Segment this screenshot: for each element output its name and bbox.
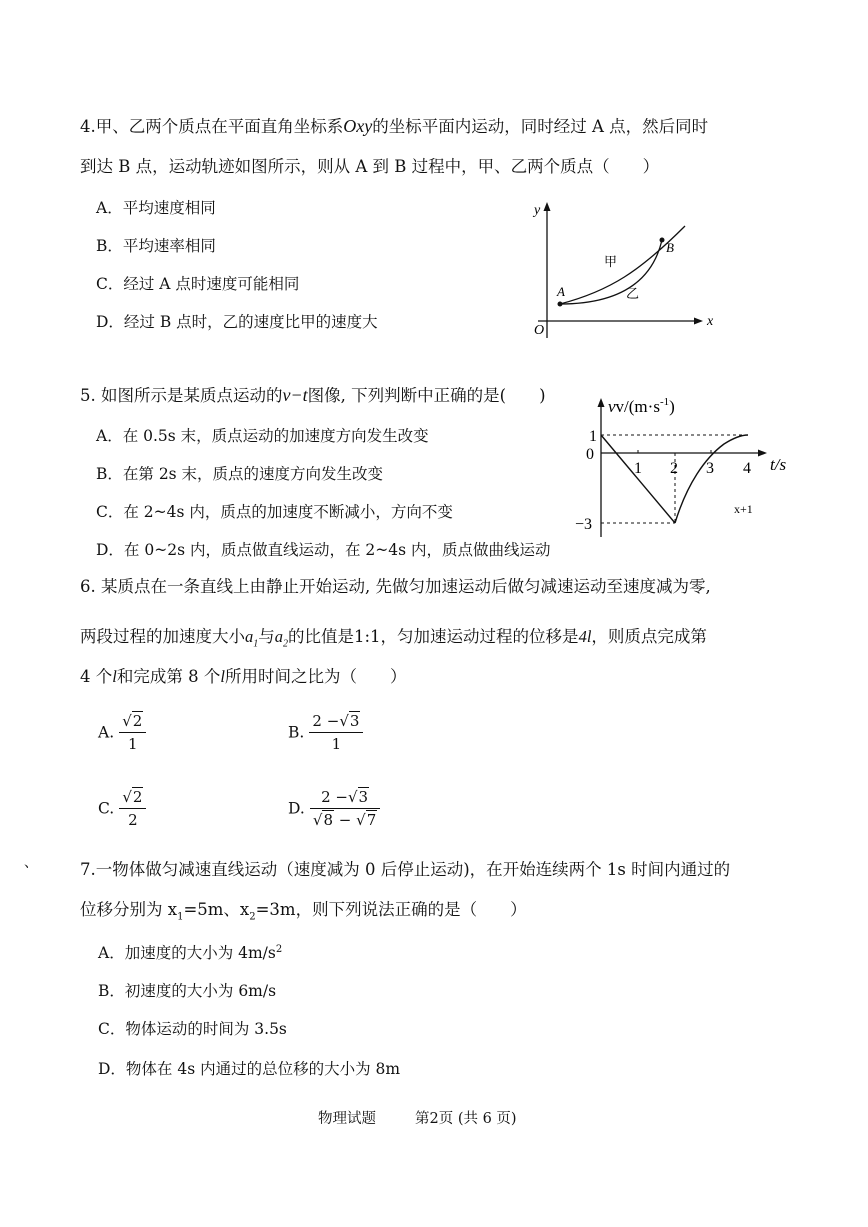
q4-coordinate-system: Oxy [343, 116, 373, 136]
q7-option-a-exp: 2 [275, 943, 283, 955]
q6-line2-text-c: ，则质点完成第 [591, 627, 707, 646]
q5-t-label: t/s [770, 455, 787, 474]
q6-a2: $a_2$ [274, 627, 288, 650]
q4-option-c[interactable]: C．经过 A 点时速度可能相同 [96, 275, 300, 293]
q5-option-c[interactable]: C．在 2~4s 内，质点的加速度不断减小，方向不变 [96, 503, 453, 521]
q4-label-jia: 甲 [604, 254, 618, 269]
q4-stem-line1 [80, 116, 708, 137]
q6-option-b[interactable] [288, 712, 363, 753]
q6-stem-line1: 6. 某质点在一条直线上由静止开始运动, 先做匀加速运动后做匀减速运动至速度减为零, [80, 577, 711, 596]
q6-l-variable-1: l [112, 667, 117, 686]
q4-x-axis-arrow [694, 318, 703, 325]
q6-a1: $a_1$ [245, 627, 259, 650]
q6-line2-text-b: 的比值是1:1，匀加速运动过程的位移是 [288, 627, 579, 646]
q4-option-d[interactable]: D．经过 B 点时，乙的速度比甲的速度大 [96, 313, 378, 331]
q5-stem [80, 385, 546, 406]
q6-option-a-fraction: $\frac{√2}{1}$ [119, 712, 146, 753]
q7-sub-2: 2 [249, 911, 256, 923]
q5-tick-x-4: 4 [743, 460, 751, 477]
q6-stem-line2 [80, 627, 707, 654]
q6-option-d-label: D. [288, 799, 305, 818]
q6-option-a-label: A. [98, 723, 115, 742]
q5-v-axis-arrow [598, 398, 605, 407]
q6-line3-text-b: 和完成第 8 个 [116, 667, 221, 686]
q7-stem-line2 [80, 900, 527, 927]
footer-page-number: 第2页 (共 6 页) [415, 1111, 517, 1127]
q6-option-c[interactable] [98, 788, 146, 829]
q7-option-c[interactable]: C．物体运动的时间为 3.5s [98, 1020, 287, 1038]
q5-tick-y-pos: 1 [589, 428, 597, 445]
q7-line2-text-b: =5m、x [183, 900, 250, 919]
q4-point-b-dot [660, 238, 665, 243]
q7-sub-1: 1 [177, 911, 184, 923]
q5-vt-graph [570, 392, 800, 542]
q5-tick-y-neg: −3 [575, 516, 593, 533]
q4-y-label: y [534, 203, 541, 218]
q7-option-a-text: A．加速度的大小为 4m/s [98, 944, 276, 962]
q7-line2-text-c: =3m，则下列说法正确的是（ ） [255, 900, 527, 919]
q5-stem-text-a: 5. 如图所示是某质点运动的 [80, 386, 283, 405]
q7-stem-line1: 7.一物体做匀减速直线运动（速度减为 0 后停止运动)，在开始连续两个 1s 时间内通过的 [80, 860, 731, 879]
footer-subject: 物理试题 [318, 1111, 376, 1127]
q5-stem-text-b: 图像, 下列判断中正确的是( ) [307, 386, 546, 405]
q6-option-c-label: C. [98, 799, 115, 818]
q4-option-b[interactable]: B．平均速率相同 [96, 237, 216, 255]
q4-stem-line2: 到达 B 点，运动轨迹如图所示，则从 A 到 B 过程中，甲、乙两个质点（ ） [80, 157, 660, 176]
q5-option-b[interactable]: B．在第 2s 末，质点的速度方向发生改变 [96, 465, 384, 483]
q6-option-a[interactable] [98, 712, 146, 753]
q5-handwritten-mark: x+1 [734, 502, 753, 516]
q4-point-b-label: B [666, 240, 674, 255]
q5-t-axis-arrow [758, 450, 767, 457]
q6-line2-text-a: 两段过程的加速度大小 [80, 627, 245, 646]
q6-line3-text-a: 4 个 [80, 667, 113, 686]
q6-option-b-label: B. [288, 723, 305, 742]
q5-option-a[interactable]: A．在 0.5s 末，质点运动的加速度方向发生改变 [96, 427, 429, 445]
q4-origin-label: O [534, 323, 545, 338]
q4-stem-text-a: 4.甲、乙两个质点在平面直角坐标系 [80, 117, 344, 136]
q5-v-label: $vv/(m\cdot s^{-1})$ [608, 396, 675, 416]
q5-tick-x-3: 3 [706, 460, 714, 477]
q6-displacement: 4l [578, 627, 592, 646]
q4-x-label: x [707, 314, 714, 329]
q6-line2-with: 与 [258, 627, 275, 646]
q5-vt-label: v−t [282, 385, 308, 405]
q4-point-a-dot [558, 302, 563, 307]
q7-option-d[interactable]: D．物体在 4s 内通过的总位移的大小为 8m [98, 1060, 401, 1078]
q5-line-0-2s [601, 435, 675, 523]
q7-margin-mark: 、 [24, 855, 38, 871]
q4-point-a-label: A [557, 284, 565, 299]
q7-option-b[interactable]: B．初速度的大小为 6m/s [98, 982, 277, 1000]
q6-l-variable-2: l [220, 667, 225, 686]
q7-line2-text-a: 位移分别为 x [80, 900, 178, 919]
q6-option-c-fraction: $\frac{√2}{2}$ [119, 788, 146, 829]
q6-option-b-fraction: $\frac{2 -√3}{1}$ [309, 712, 363, 753]
q6-option-d-fraction: $\frac{2 -√3}{√8 - √7}$ [310, 788, 380, 829]
q4-trajectory-figure [520, 196, 730, 346]
q5-tick-x-1: 1 [634, 460, 642, 477]
q6-option-d[interactable] [288, 788, 380, 829]
q4-stem-text-b: 的坐标平面内运动，同时经过 A 点，然后同时 [372, 117, 709, 136]
q4-label-yi: 乙 [626, 286, 640, 301]
q7-option-a[interactable] [98, 941, 282, 963]
q5-tick-x-2: 2 [670, 460, 678, 477]
q6-line3-text-c: 所用时间之比为（ ） [224, 667, 407, 686]
q4-y-axis-arrow [544, 202, 551, 211]
q4-curve-yi [560, 240, 662, 304]
q4-option-a[interactable]: A．平均速度相同 [96, 199, 216, 217]
q5-origin-label: 0 [586, 446, 594, 463]
q6-stem-line3 [80, 667, 406, 687]
q5-option-d[interactable]: D．在 0~2s 内，质点做直线运动，在 2~4s 内，质点做曲线运动 [96, 541, 551, 559]
